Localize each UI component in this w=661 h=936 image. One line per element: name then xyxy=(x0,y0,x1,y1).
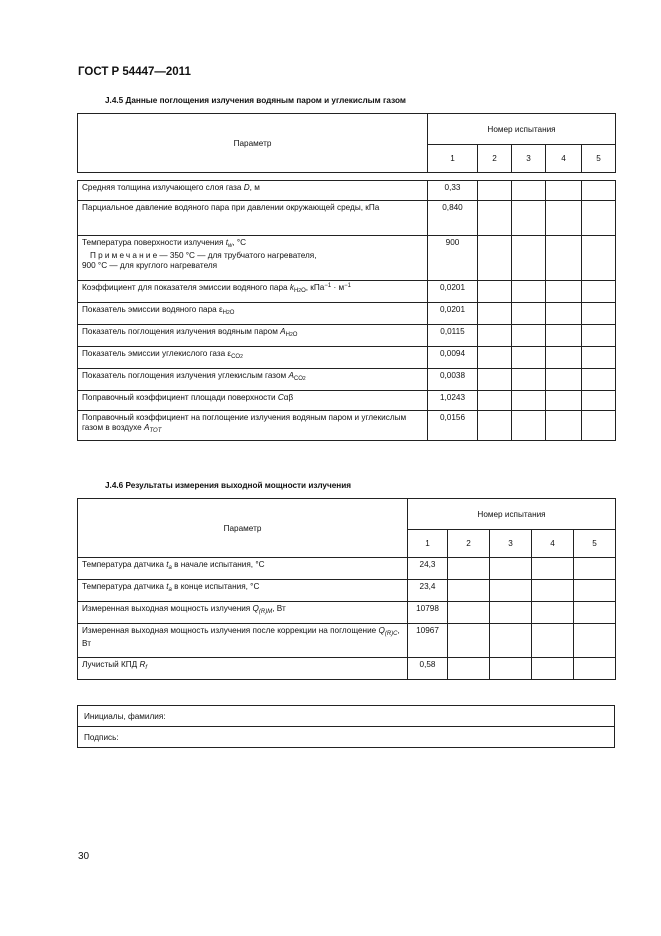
table-row xyxy=(78,411,616,441)
signature-box xyxy=(77,705,615,748)
row-label: Измеренная выходная мощность излучения после коррекции на поглощение $Q_{(R)C}$, Вт xyxy=(78,624,408,658)
test-col-4: 4 xyxy=(546,145,582,173)
test-number-header: Номер испытания xyxy=(428,114,616,145)
row-value: 0,0201 xyxy=(428,281,478,303)
row-value: 10798 xyxy=(408,602,448,624)
table-row xyxy=(78,558,616,580)
row-label: Поправочный коэффициент на поглощение излучения водяным паром и углекислым газом в воздухе $A_{TOT}$ xyxy=(78,411,428,441)
table-row xyxy=(78,201,616,236)
test-col-5: 5 xyxy=(574,530,616,558)
section-title-j45: J.4.5 Данные поглощения излучения водяным паром и углекислым газом xyxy=(105,96,406,105)
row-value: 0,33 xyxy=(428,181,478,201)
table-row xyxy=(78,347,616,369)
row-label: Коэффициент для показателя эмиссии водяного пара $k_{H2O}$, $кПа^{-1} \cdot м^{-1}$ xyxy=(78,281,428,303)
row-value: 0,0201 xyxy=(428,303,478,325)
row-label: Температура поверхности излучения $t_w$, °С Примечание— 350 °С — для трубчатого нагревателя, 900 °С — для круглого нагревателя xyxy=(78,236,428,281)
row-label: Лучистый КПД $R_f$ xyxy=(78,658,408,680)
row-label: Средняя толщина излучающего слоя газа D, м xyxy=(78,181,428,201)
row-label: Показатель эмиссии водяного пара $\varepsilon_{H2O}$ xyxy=(78,303,428,325)
row-value: 0,840 xyxy=(428,201,478,236)
row-value: 0,0156 xyxy=(428,411,478,441)
row-label: Поправочный коэффициент площади поверхности Cαβ xyxy=(78,391,428,411)
param-header: Параметр xyxy=(78,114,428,173)
row-label: Парциальное давление водяного пара при давлении окружающей среды, кПа xyxy=(78,201,428,236)
row-value: 0,0115 xyxy=(428,325,478,347)
table-row xyxy=(78,391,616,411)
section-title-j46: J.4.6 Результаты измерения выходной мощности излучения xyxy=(105,481,352,490)
table-row xyxy=(78,303,616,325)
table-row xyxy=(78,236,616,281)
test-col-4: 4 xyxy=(532,530,574,558)
table-row xyxy=(78,325,616,347)
row-value: 10967 xyxy=(408,624,448,658)
row-value: 0,58 xyxy=(408,658,448,680)
row-label: Температура датчика $t_a$ в начале испытания, °С xyxy=(78,558,408,580)
output-power-table xyxy=(77,498,616,680)
row-value: 900 xyxy=(428,236,478,281)
table-row xyxy=(78,602,616,624)
test-col-1: 1 xyxy=(428,145,478,173)
table-row xyxy=(78,281,616,303)
test-col-5: 5 xyxy=(582,145,616,173)
table-row xyxy=(78,580,616,602)
test-col-3: 3 xyxy=(490,530,532,558)
param-header: Параметр xyxy=(78,499,408,558)
row-label: Показатель поглощения излучения водяным паром $A_{H2O}$ xyxy=(78,325,428,347)
page-number: 30 xyxy=(78,851,90,862)
table-row xyxy=(78,181,616,201)
signature-field-label: Подпись: xyxy=(78,727,615,748)
row-value: 0,0038 xyxy=(428,369,478,391)
table-row xyxy=(78,624,616,658)
row-value: 0,0094 xyxy=(428,347,478,369)
note-label: Примечание xyxy=(90,250,160,260)
row-label: Показатель поглощения излучения углекислым газом $A_{CO2}$ xyxy=(78,369,428,391)
row-label: Измеренная выходная мощность излучения $Q_{(R)M}$, Вт xyxy=(78,602,408,624)
table-row xyxy=(78,369,616,391)
test-number-header: Номер испытания xyxy=(408,499,616,530)
row-value: 1,0243 xyxy=(428,391,478,411)
test-col-1: 1 xyxy=(408,530,448,558)
document-code: ГОСТ Р 54447—2011 xyxy=(78,66,191,78)
test-col-2: 2 xyxy=(448,530,490,558)
absorption-table xyxy=(77,113,616,441)
row-value: 23,4 xyxy=(408,580,448,602)
row-label: Температура датчика $t_a$ в конце испытания, °С xyxy=(78,580,408,602)
test-col-3: 3 xyxy=(512,145,546,173)
row-label: Показатель эмиссии углекислого газа $\varepsilon_{CO2}$ xyxy=(78,347,428,369)
row-value: 24,3 xyxy=(408,558,448,580)
test-col-2: 2 xyxy=(478,145,512,173)
initials-field-label: Инициалы, фамилия: xyxy=(78,706,615,727)
table-row xyxy=(78,658,616,680)
